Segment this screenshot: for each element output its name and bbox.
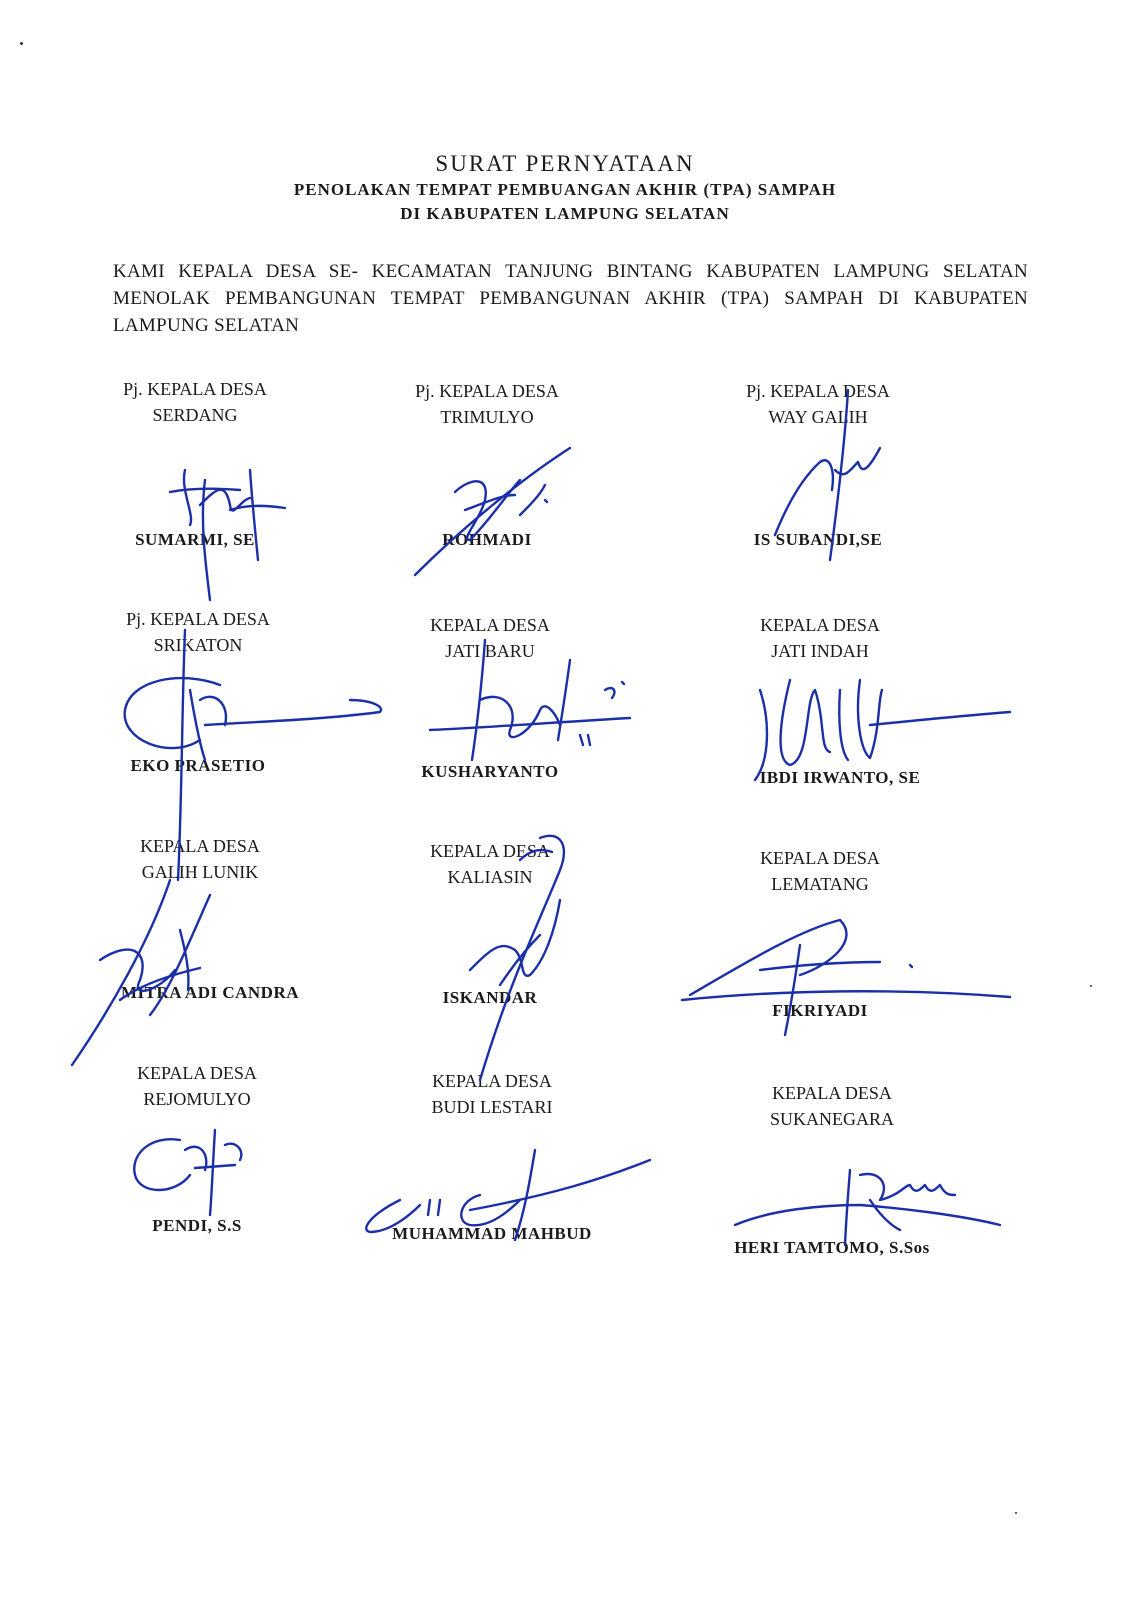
signatory-name: IS SUBANDI,SE [753,530,883,549]
signatory-name: IBDI IRWANTO, SE [759,768,921,787]
signatory-name: MUHAMMAD MAHBUD [392,1224,592,1243]
signature-block-kaliasin [350,838,630,1028]
signatory-name: MITRA ADI CANDRA [120,983,299,1002]
signature-block-trimulyo [347,378,627,568]
signatory-role: KEPALA DESA [430,615,550,635]
statement-paragraph: KAMI KEPALA DESA SE- KECAMATAN TANJUNG BINTANG KABUPATEN LAMPUNG SELATAN MENOLAK PEMBANGUNAN TEMPAT PEMBANGUNAN AKHIR (TPA) SAMPAH DI KABUPATEN LAMPUNG SELATAN [113,261,1028,336]
signatory-role: Pj. KEPALA DESA [746,381,890,401]
signatory-village: JATI BARU [445,641,535,661]
signatory-role: KEPALA DESA [760,615,880,635]
signatory-role: KEPALA DESA [140,836,260,856]
signatory-village: GALIH LUNIK [141,862,259,882]
signatory-village: SUKANEGARA [769,1109,894,1129]
signature-block-rejomulyo [57,1060,337,1250]
paper-speck [1090,985,1092,987]
signature-block-jati-baru [350,612,630,802]
signature-block-way-galih [678,378,958,568]
signatory-role: Pj. KEPALA DESA [415,381,559,401]
signature-block-lematang [680,845,960,1035]
signatory-name: EKO PRASETIO [130,756,266,775]
signatory-role: Pj. KEPALA DESA [123,379,267,399]
signatory-name: KUSHARYANTO [421,762,559,781]
signatory-village: SRIKATON [153,635,243,655]
signature-block-budi-lestari [352,1068,632,1258]
signatory-role: KEPALA DESA [760,848,880,868]
signature-block-jati-indah [680,612,960,802]
document-subtitle-line-1: PENOLAKAN TEMPAT PEMBUANGAN AKHIR (TPA) SAMPAH [293,180,837,199]
signature-block-galih-lunik [60,833,340,1023]
signatory-role: Pj. KEPALA DESA [126,609,270,629]
signatory-village: REJOMULYO [143,1089,251,1109]
signature-block-serdang [55,376,335,566]
paper-speck [20,42,23,45]
signatory-role: KEPALA DESA [137,1063,257,1083]
signatory-name: PENDI, S.S [152,1216,242,1235]
signatory-village: KALIASIN [447,867,533,887]
signatory-role: KEPALA DESA [432,1071,552,1091]
signature-block-sukanegara [692,1080,972,1270]
signatory-name: ISKANDAR [442,988,538,1007]
signatory-village: SERDANG [152,405,238,425]
signatory-village: BUDI LESTARI [431,1097,553,1117]
signature-block-srikaton [58,606,338,796]
signatory-village: WAY GALIH [768,407,868,427]
signatory-role: KEPALA DESA [772,1083,892,1103]
signatory-role: KEPALA DESA [430,841,550,861]
signatory-name: SUMARMI, SE [135,530,255,549]
document-title: SURAT PERNYATAAN [435,151,695,176]
signatory-village: TRIMULYO [440,407,534,427]
signatory-village: JATI INDAH [771,641,869,661]
paper-speck [1015,1512,1017,1514]
signatory-name: HERI TAMTOMO, S.Sos [734,1238,930,1257]
signatory-name: FIKRIYADI [772,1001,868,1020]
signatory-village: LEMATANG [771,874,869,894]
document-subtitle-line-2: DI KABUPATEN LAMPUNG SELATAN [400,204,730,223]
document-header [0,150,1130,226]
signatory-name: ROHMADI [442,530,532,549]
